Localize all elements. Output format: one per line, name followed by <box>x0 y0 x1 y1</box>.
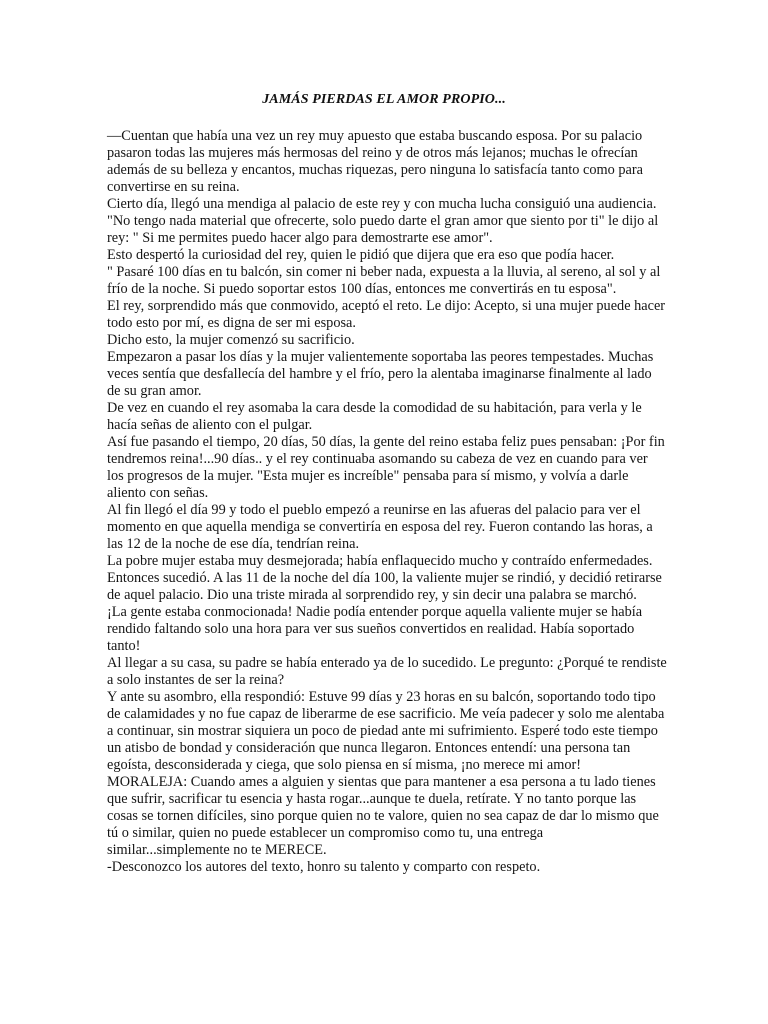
paragraph: ¡La gente estaba conmocionada! Nadie podía entender porque aquella valiente mujer se había rendido faltando solo una hora para ver sus sueños convertidos en realidad. Había soportado tanto! <box>107 604 643 654</box>
paragraph: La pobre mujer estaba muy desmejorada; había enflaquecido mucho y contraído enfermedades. <box>107 553 653 569</box>
paragraph: Dicho esto, la mujer comenzó su sacrificio. <box>107 332 355 348</box>
paragraph: "No tengo nada material que ofrecerte, solo puedo darte el gran amor que siento por ti" le dijo al rey: " Si me permites puedo hacer algo para demostrarte ese amor". <box>107 213 659 246</box>
attribution-paragraph: -Desconozco los autores del texto, honro su talento y comparto con respeto. <box>107 859 541 875</box>
paragraph: Así fue pasando el tiempo, 20 días, 50 días, la gente del reino estaba feliz pues pensaban: ¡Por fin tendremos reina!...90 días.. y el rey continuaba asomando su cabeza de vez en cuando para ver los progresos de la mujer. "Esta mujer es increíble" pensaba para sí mismo, y volvía a darle aliento con señas. <box>107 434 665 501</box>
paragraph: El rey, sorprendido más que conmovido, aceptó el reto. Le dijo: Acepto, si una mujer puede hacer todo esto por mí, es digna de ser mi esposa. <box>107 298 666 331</box>
paragraph: Al fin llegó el día 99 y todo el pueblo empezó a reunirse en las afueras del palacio para ver el momento en que aquella mendiga se convertiría en esposa del rey. Fueron contando las horas, a las 12 de la noche de ese día, tendrían reina. <box>107 502 653 552</box>
paragraph: Y ante su asombro, ella respondió: Estuve 99 días y 23 horas en su balcón, soportando todo tipo de calamidades y no fue capaz de liberarme de ese sacrificio. Me veía padecer y solo me alentaba a continuar, sin mostrar siquiera un poco de piedad ante mi sufrimiento. Esperé todo este tiempo un atisbo de bondad y consideración que nunca llegaron. Entonces entendí: una persona tan egoísta, desconsiderada y ciega, que solo piensa en sí misma, ¡no merece mi amor! <box>107 689 665 773</box>
paragraph: Al llegar a su casa, su padre se había enterado ya de lo sucedido. Le pregunto: ¿Porqué te rendiste a solo instantes de ser la reina? <box>107 655 667 688</box>
document-title: JAMÁS PIERDAS EL AMOR PROPIO... <box>262 92 506 107</box>
paragraph: Empezaron a pasar los días y la mujer valientemente soportaba las peores tempestades. Muchas veces sentía que desfallecía del hambre y el frío, pero la alentaba imaginarse finalmente al lado de su gran amor. <box>107 349 654 399</box>
paragraph: Entonces sucedió. A las 11 de la noche del día 100, la valiente mujer se rindió, y decidió retirarse de aquel palacio. Dio una triste mirada al sorprendido rey, y sin decir una palabra se marchó. <box>107 570 662 603</box>
paragraph: Cierto día, llegó una mendiga al palacio de este rey y con mucha lucha consiguió una audiencia. <box>107 196 657 212</box>
moral-paragraph: MORALEJA: Cuando ames a alguien y sientas que para mantener a esa persona a tu lado tienes que sufrir, sacrificar tu esencia y hasta rogar...aunque te duela, retírate. Y no tanto porque las cosas se tornen difíciles, sino porque quien no te valore, quien no sea capaz de dar lo mismo que tú o similar, quien no puede establecer un compromiso como tu, una entrega similar...simplemente no te MERECE. <box>107 774 659 858</box>
paragraph: " Pasaré 100 días en tu balcón, sin comer ni beber nada, expuesta a la lluvia, al sereno, al sol y al frío de la noche. Si puedo soportar estos 100 días, entonces me convertirás en tu esposa". <box>107 264 661 297</box>
document-body <box>107 128 667 876</box>
paragraph: De vez en cuando el rey asomaba la cara desde la comodidad de su habitación, para verla y le hacía señas de aliento con el pulgar. <box>107 400 642 433</box>
paragraph: Esto despertó la curiosidad del rey, quien le pidió que dijera que era eso que podía hacer. <box>107 247 615 263</box>
paragraph: —Cuentan que había una vez un rey muy apuesto que estaba buscando esposa. Por su palacio pasaron todas las mujeres más hermosas del reino y de otros más lejanos; muchas le ofrecían además de su belleza y encantos, muchas riquezas, pero ninguna lo satisfacía tanto como para convertirse en su reina. <box>107 128 643 195</box>
